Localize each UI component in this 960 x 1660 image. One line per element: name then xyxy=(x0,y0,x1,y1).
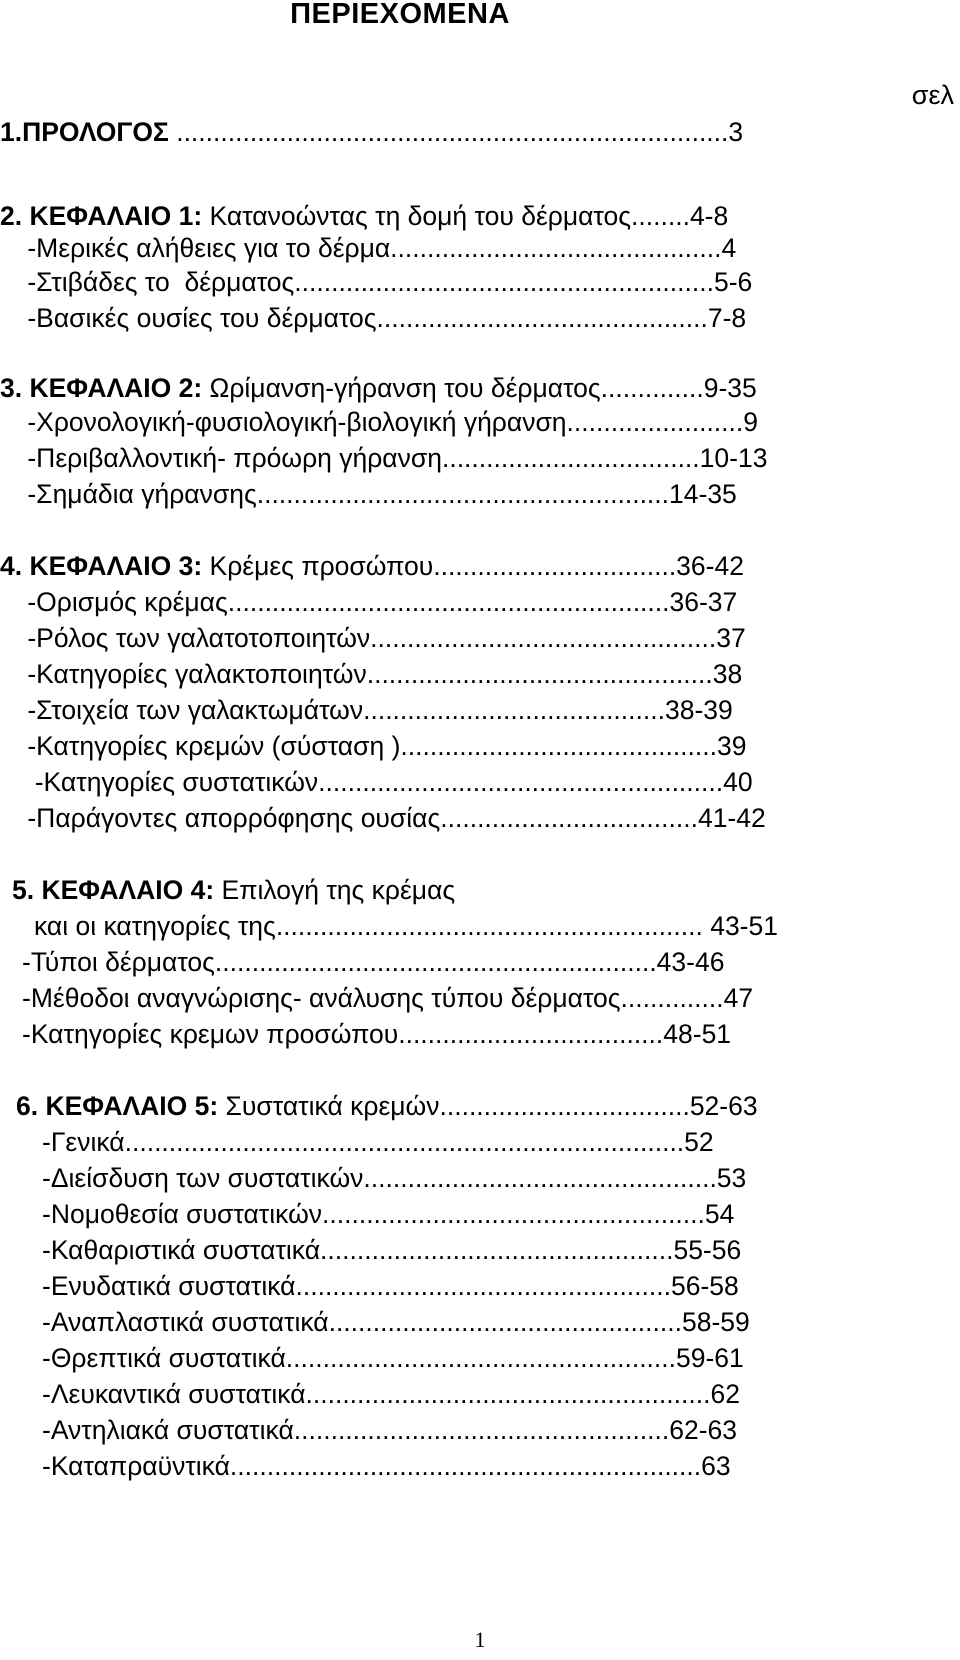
toc-entry: -Αντηλιακά συστατικά...................................................62-63 xyxy=(42,1415,738,1445)
page-number: 1 xyxy=(474,1627,486,1652)
toc-entry: -Θρεπτικά συστατικά.....................................................59-61 xyxy=(42,1343,744,1373)
toc-entry: -Ορισμός κρέμας............................................................36-37 xyxy=(20,587,738,617)
toc-entry: -Σημάδια γήρανσης........................................................14-35 xyxy=(20,479,737,509)
toc-entry-chapter-3: 4. ΚΕΦΑΛΑΙΟ 3: Κρέμες προσώπου.................................36-42 xyxy=(0,551,744,581)
page-column-label: σελ xyxy=(911,80,954,110)
toc-entry: -Κατηγορίες κρεμών (σύσταση )...........................................39 xyxy=(20,731,747,761)
toc-entry-chapter-4: 5. ΚΕΦΑΛΑΙΟ 4: Επιλογή της κρέμας xyxy=(12,875,456,905)
toc-entry-prologue: 1.ΠΡΟΛΟΓΟΣ ...........................................................................3 xyxy=(0,117,744,147)
toc-entry: -Κατηγορίες γαλακτοποιητών...............................................38 xyxy=(20,659,743,689)
toc-entry: -Παράγοντες απορρόφησης ουσίας...................................41-42 xyxy=(20,803,766,833)
toc-entry: -Τύποι δέρματος............................................................43-46 xyxy=(22,947,725,977)
toc-entry: -Στοιχεία των γαλακτωμάτων.........................................38-39 xyxy=(20,695,733,725)
toc-entry: -Μέθοδοι αναγνώρισης- ανάλυσης τύπου δέρματος..............47 xyxy=(22,983,754,1013)
toc-entry: -Γενικά............................................................................52 xyxy=(42,1127,714,1157)
toc-entry: -Καθαριστικά συστατικά................................................55-56 xyxy=(42,1235,742,1265)
toc-entry: -Χρονολογική-φυσιολογική-βιολογική γήρανση........................9 xyxy=(20,407,758,437)
page-title: ΠΕΡΙΕΧΟΜΕΝΑ xyxy=(290,0,510,30)
toc-entry: -Βασικές ουσίες του δέρματος.............................................7-8 xyxy=(20,303,747,333)
toc-entry: -Ενυδατικά συστατικά...................................................56-58 xyxy=(42,1271,739,1301)
toc-entry: -Κατηγορίες κρεμων προσώπου....................................48-51 xyxy=(22,1019,732,1049)
toc-entry: -Μερικές αλήθειες για το δέρμα.............................................4 xyxy=(20,233,737,263)
toc-entry-chapter-2: 3. ΚΕΦΑΛΑΙΟ 2: Ωρίμανση-γήρανση του δέρματος..............9-35 xyxy=(0,373,757,403)
toc-entry: -Νομοθεσία συστατικών....................................................54 xyxy=(42,1199,735,1229)
toc-entry: και οι κατηγορίες της.......................................................... 43-51 xyxy=(34,911,778,941)
toc-entry: -Λευκαντικά συστατικά.......................................................62 xyxy=(42,1379,740,1409)
toc-entry: -Αναπλαστικά συστατικά................................................58-59 xyxy=(42,1307,750,1337)
toc-entry-chapter-5: 6. ΚΕΦΑΛΑΙΟ 5: Συστατικά κρεμών..................................52-63 xyxy=(16,1091,758,1121)
toc-entry: -Ρόλος των γαλατοτοποιητών...............................................37 xyxy=(20,623,746,653)
toc-entry: -Περιβαλλοντική- πρόωρη γήρανση...................................10-13 xyxy=(20,443,768,473)
toc-entry: -Διείσδυση των συστατικών................................................53 xyxy=(42,1163,747,1193)
toc-entry: -Κατηγορίες συστατικών.......................................................40 xyxy=(20,767,753,797)
toc-entry: -Καταπραϋντικά................................................................63 xyxy=(42,1451,731,1481)
toc-entry-chapter-1: 2. ΚΕΦΑΛΑΙΟ 1: Κατανοώντας τη δομή του δέρματος........4-8 xyxy=(0,201,729,231)
toc-entry: -Στιβάδες το δέρματος.........................................................5-6 xyxy=(20,267,753,297)
